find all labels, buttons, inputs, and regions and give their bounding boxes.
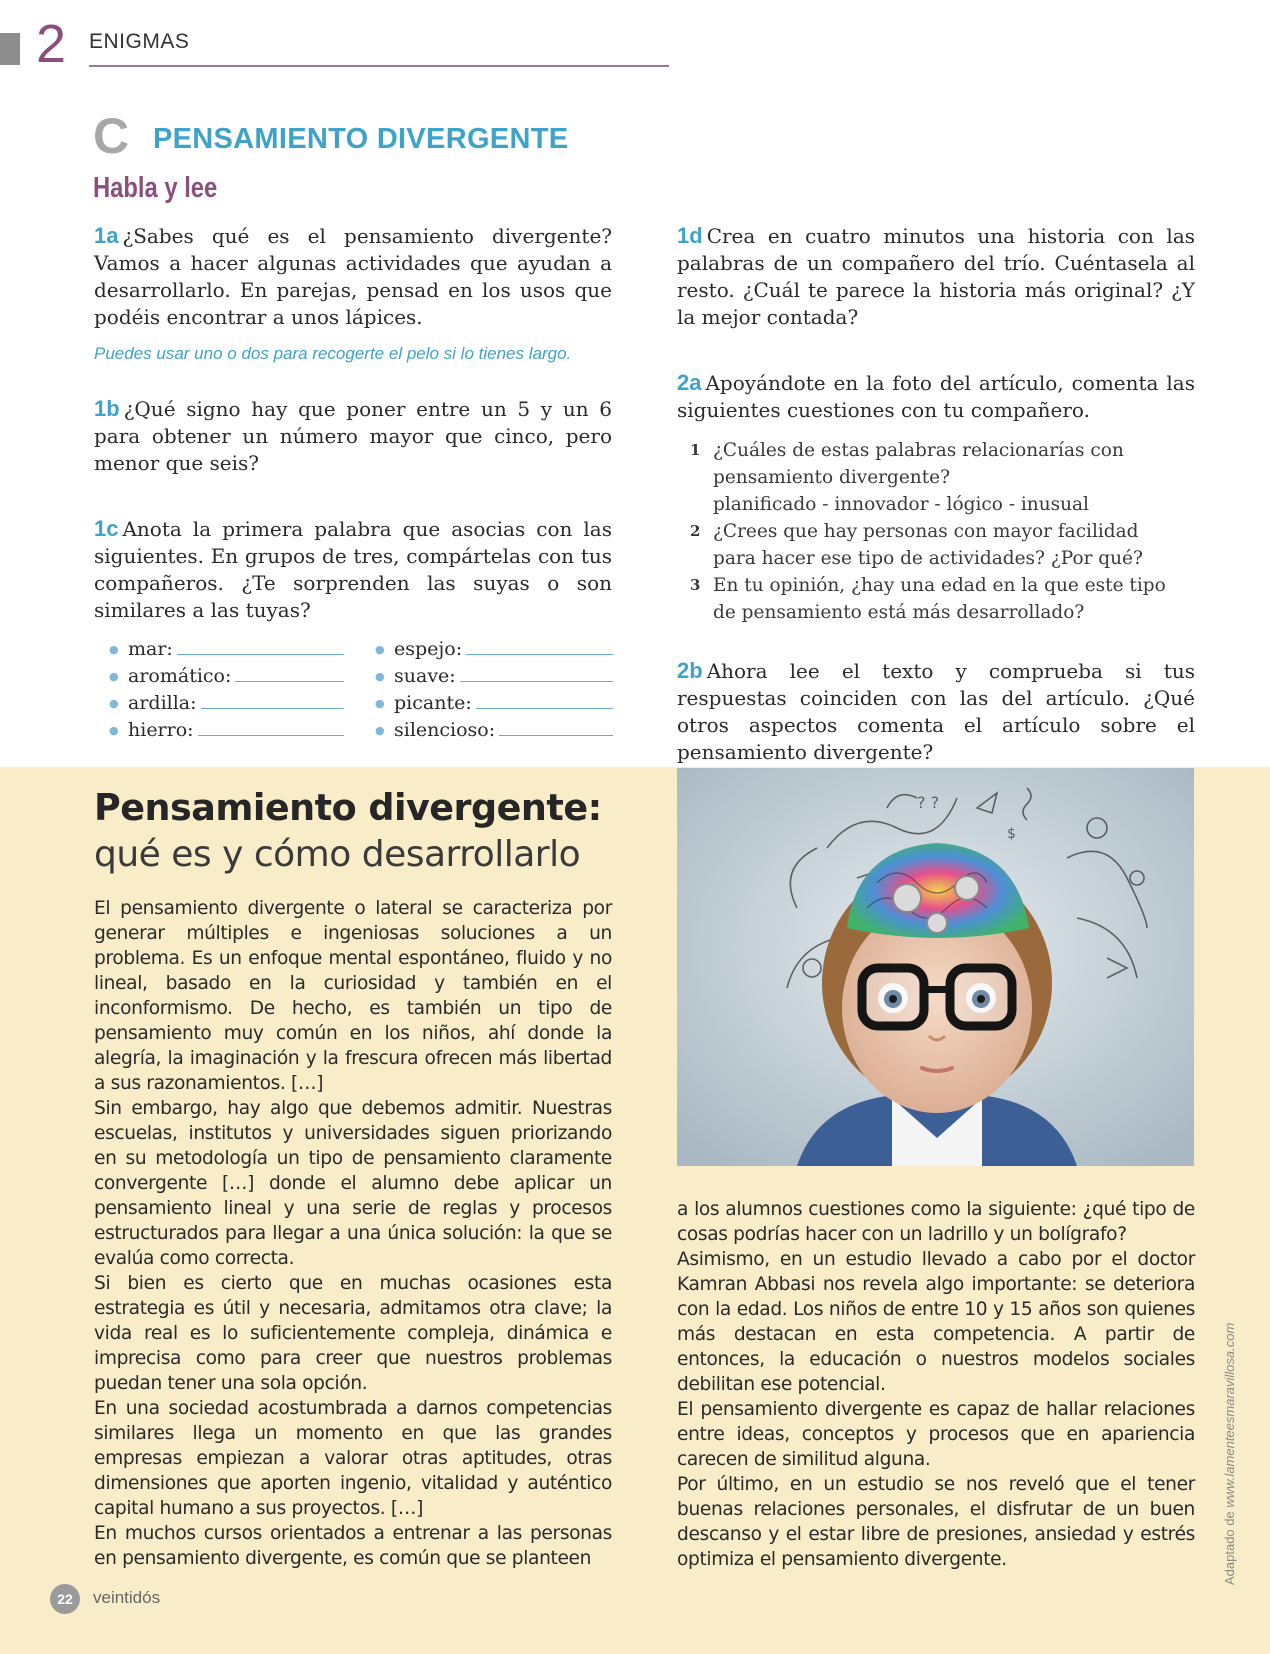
answer-line[interactable] xyxy=(476,692,613,709)
activity-hint: Puedes usar uno o dos para recogerte el pelo si lo tienes largo. xyxy=(94,344,572,363)
article-paragraph: Si bien es cierto que en muchas ocasiones esta estrategia es útil y necesaria, admitamos otra clave; la vida real es lo suficientemente compleja, dinámica e imprecisa como para creer que nuestros problemas puedan tener una sola opción. xyxy=(94,1273,612,1394)
activity-code: 1d xyxy=(677,223,703,248)
article-title: Pensamiento divergente: xyxy=(94,786,602,829)
page-number: 22 xyxy=(50,1584,80,1614)
section-title: PENSAMIENTO DIVERGENTE xyxy=(153,123,569,155)
unit-marker xyxy=(0,33,20,65)
word-label: ● suave: xyxy=(394,665,456,687)
question-number: 1 xyxy=(690,441,701,459)
article-paragraph: En una sociedad acostumbrada a darnos competencias similares llega un momento en que las grandes empresas empiezan a valorar otras aptitudes, otras dimensiones que aporten ingenio, vitalidad y auténtico capital humano a sus proyectos. […] xyxy=(94,1398,612,1519)
word-item xyxy=(370,717,613,744)
word-item xyxy=(370,663,613,690)
page-number-word: veintidós xyxy=(93,1588,161,1607)
word-label: ● picante: xyxy=(394,692,472,714)
answer-line[interactable] xyxy=(198,719,344,736)
activity-1d xyxy=(677,222,1195,331)
word-label: ● mar: xyxy=(128,638,173,660)
word-list-left xyxy=(104,636,344,744)
unit-number: 2 xyxy=(36,14,67,74)
word-label: ● silencioso: xyxy=(394,719,496,741)
activity-text: ¿Qué signo hay que poner entre un 5 y un 6 para obtener un número mayor que cinco, pero menor que seis? xyxy=(94,397,612,475)
section-subtitle: Habla y lee xyxy=(93,172,218,204)
article-column-right xyxy=(677,1197,1195,1572)
activity-2b xyxy=(677,657,1195,766)
word-label: ● espejo: xyxy=(394,638,463,660)
article-paragraph: El pensamiento divergente es capaz de hallar relaciones entre ideas, conceptos y procesos que en apariencia carecen de similitud alguna. xyxy=(677,1399,1195,1470)
article-paragraph: En muchos cursos orientados a entrenar a las personas en pensamiento divergente, es común que se planteen xyxy=(94,1523,612,1569)
answer-line[interactable] xyxy=(201,692,344,709)
word-label: ● aromático: xyxy=(128,665,232,687)
article-photo xyxy=(677,768,1194,1166)
word-item xyxy=(104,690,344,717)
word-item xyxy=(104,636,344,663)
source-credit xyxy=(1222,1323,1237,1585)
activity-text: Ahora lee el texto y comprueba si tus respuestas coinciden con las del artículo. ¿Qué otros aspectos comenta el artículo sobre el pensamiento divergente? xyxy=(677,659,1195,764)
activity-text: Crea en cuatro minutos una historia con las palabras de un compañero del trío. Cuéntasela al resto. ¿Cuál te parece la historia más original? ¿Y la mejor contada? xyxy=(677,224,1195,329)
word-list-right xyxy=(370,636,613,744)
header-rule xyxy=(89,65,669,67)
activity-code: 1a xyxy=(94,223,119,248)
activity-code: 2b xyxy=(677,658,703,683)
article-paragraph: El pensamiento divergente o lateral se caracteriza por generar múltiples e ingeniosas soluciones a un problema. Es un enfoque mental espontáneo, fluido y no lineal, basado en la curiosidad y también en el inconformismo. De hecho, es también un tipo de pensamiento muy común en los niños, ahí donde la alegría, la imaginación y la frescura ofrecen más libertad a sus razonamientos. […] xyxy=(94,898,612,1094)
activity-text: Anota la primera palabra que asocias con las siguientes. En grupos de tres, compártelas con tus compañeros. ¿Te sorprenden las suyas o son similares a las tuyas? xyxy=(94,517,612,622)
answer-line[interactable] xyxy=(499,719,613,736)
svg-text:$: $ xyxy=(1007,826,1016,842)
unit-title: ENIGMAS xyxy=(89,30,190,53)
question-text: ¿Cuáles de estas palabras relacionarías con pensamiento divergente? xyxy=(713,440,1124,488)
question-list xyxy=(687,437,1187,626)
credit-source: www.lamenteesmaravillosa.com xyxy=(1222,1322,1237,1508)
activity-text: Apoyándote en la foto del artículo, comenta las siguientes cuestiones con tu compañero. xyxy=(677,371,1195,422)
activity-1a xyxy=(94,222,612,331)
question-number: 2 xyxy=(690,522,701,540)
question-item xyxy=(687,437,1187,518)
question-item xyxy=(687,572,1187,626)
article-subtitle: qué es y cómo desarrollarlo xyxy=(94,834,581,875)
word-item xyxy=(104,663,344,690)
activity-code: 2a xyxy=(677,370,702,395)
activity-code: 1c xyxy=(94,516,119,541)
article-paragraph: Por último, en un estudio se nos reveló que el tener buenas relaciones personales, el disfrutar de un buen descanso y el estar libre de presiones, ansiedad y estrés optimiza el pensamiento divergente. xyxy=(677,1474,1195,1570)
article-paragraph: Sin embargo, hay algo que debemos admitir. Nuestras escuelas, institutos y universidades siguen priorizando en su metodología un tipo de pensamiento claramente convergente […] donde el alumno debe aplicar un pensamiento lineal y una serie de reglas y procesos estructurados para llegar a una única solución: la que se evalúa como correcta. xyxy=(94,1098,612,1269)
article-paragraph: a los alumnos cuestiones como la siguiente: ¿qué tipo de cosas podrías hacer con un ladrillo y un bolígrafo? xyxy=(677,1199,1195,1245)
activity-1b xyxy=(94,395,612,477)
question-item xyxy=(687,518,1187,572)
answer-line[interactable] xyxy=(235,665,344,682)
activity-text: ¿Sabes qué es el pensamiento divergente? Vamos a hacer algunas actividades que ayudan a desarrollarlo. En parejas, pensad en los usos que podéis encontrar a unos lápices. xyxy=(94,224,612,329)
question-options: planificado - innovador - lógico - inusual xyxy=(713,494,1089,515)
word-item xyxy=(104,717,344,744)
answer-line[interactable] xyxy=(177,638,344,655)
word-item xyxy=(370,636,613,663)
child-with-glasses-brain-sketch-image xyxy=(677,768,1194,1166)
word-label: ● ardilla: xyxy=(128,692,197,714)
question-number: 3 xyxy=(690,576,701,594)
article-column-left xyxy=(94,896,612,1571)
question-text: En tu opinión, ¿hay una edad en la que este tipo de pensamiento está más desarrollado? xyxy=(713,575,1166,623)
question-text: ¿Crees que hay personas con mayor facilidad para hacer ese tipo de actividades? ¿Por qué? xyxy=(713,521,1143,569)
answer-line[interactable] xyxy=(460,665,613,682)
word-item xyxy=(370,690,613,717)
activity-2a xyxy=(677,369,1195,424)
credit-prefix: Adaptado de xyxy=(1222,1511,1237,1585)
section-letter: C xyxy=(93,108,130,164)
activity-1c xyxy=(94,515,612,624)
svg-text:? ?: ? ? xyxy=(917,793,940,812)
word-label: ● hierro: xyxy=(128,719,194,741)
answer-line[interactable] xyxy=(466,638,613,655)
article-paragraph: Asimismo, en un estudio llevado a cabo por el doctor Kamran Abbasi nos revela algo importante: se deteriora con la edad. Los niños de entre 10 y 15 años son quienes más destacan en esta competencia. A partir de entonces, la educación o nuestros modelos sociales debilitan ese potencial. xyxy=(677,1249,1195,1395)
activity-code: 1b xyxy=(94,396,120,421)
